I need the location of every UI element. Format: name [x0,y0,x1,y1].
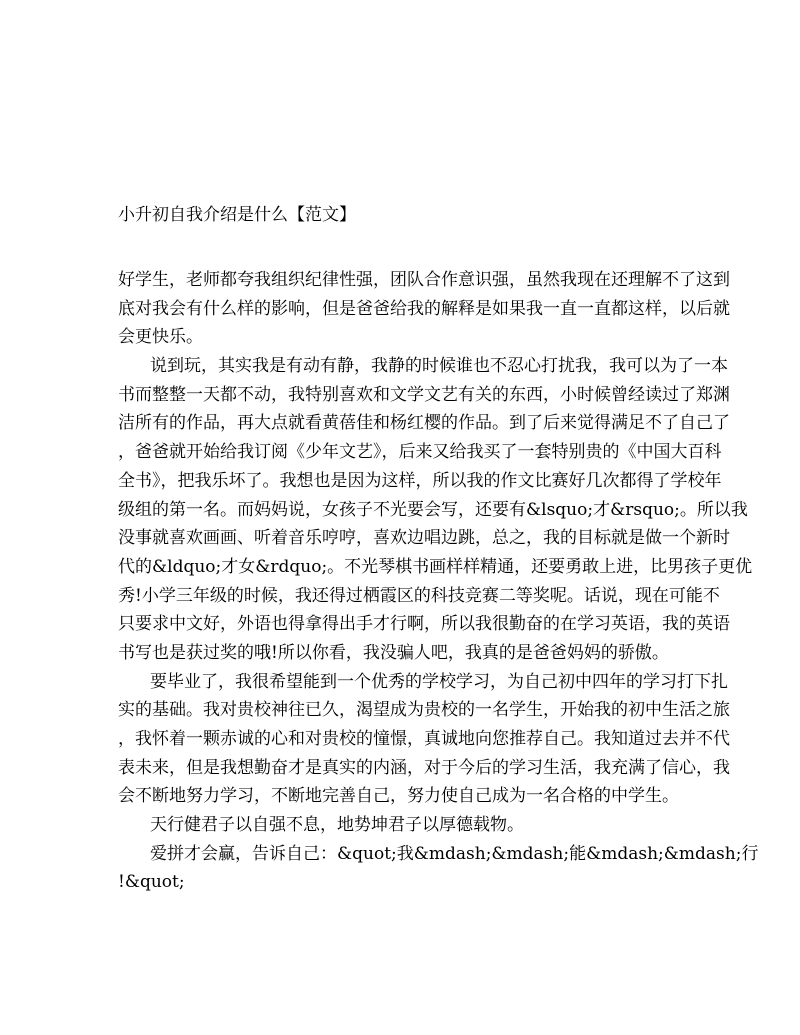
paragraph-first-line: 爱拼才会赢，告诉自己：&quot;我&mdash;&mdash;能&mdash;&mdash;行 [150,843,759,864]
paragraph-first-line: 说到玩，其实我是有动有静，我静的时候谁也不忍心打扰我，我可以为了一本 [150,356,728,377]
body-line: 书而整整一天都不动，我特别喜欢和文学文艺有关的东西，小时候曾经读过了郑渊 [118,384,730,405]
body-line: 表未来，但是我想勤奋才是真实的内涵，对于今后的学习生活，我充满了信心，我 [118,757,730,778]
document-title: 小升初自我介绍是什么【范文】 [118,205,356,225]
body-line: 只要求中文好，外语也得拿得出手才行啊，所以我很勤奋的在学习英语，我的英语 [118,614,730,635]
body-line: !&quot; [118,872,185,893]
body-line: 级组的第一名。而妈妈说，女孩子不光要会写，还要有&lsquo;才&rsquo;。所以我 [118,499,748,520]
body-line: 书写也是获过奖的哦!所以你看，我没骗人吧，我真的是爸爸妈妈的骄傲。 [118,642,669,663]
body-line: ，爸爸就开始给我订阅《少年文艺》，后来又给我买了一套特别贵的《中国大百科 [118,442,722,463]
paragraph-first-line: 天行健君子以自强不息，地势坤君子以厚德载物。 [150,815,524,836]
body-line: 底对我会有什么样的影响，但是爸爸给我的解释是如果我一直一直都这样，以后就 [118,298,730,319]
body-line: 没事就喜欢画画、听着音乐哼哼，喜欢边唱边跳，总之，我的目标就是做一个新时 [118,528,730,549]
body-line: 会更快乐。 [118,327,203,348]
body-line: 洁所有的作品，再大点就看黄蓓佳和杨红樱的作品。到了后来觉得满足不了自己了 [118,413,730,434]
paragraph-first-line: 要毕业了，我很希望能到一个优秀的学校学习，为自己初中四年的学习打下扎 [150,671,728,692]
body-line: ，我怀着一颗赤诚的心和对贵校的憧憬，真诚地向您推荐自己。我知道过去并不代 [118,729,730,749]
body-line: 会不断地努力学习，不断地完善自己，努力使自己成为一名合格的中学生。 [118,786,679,807]
body-line: 好学生，老师都夸我组织纪律性强，团队合作意识强，虽然我现在还理解不了这到 [118,270,730,290]
body-line: 代的&ldquo;才女&rdquo;。不光琴棋书画样样精通，还要勇敢上进，比男孩子更优 [118,556,753,577]
body-line: 秀!小学三年级的时候，我还得过栖霞区的科技竞赛二等奖呢。话说，现在可能不 [118,585,720,606]
body-line: 实的基础。我对贵校神往已久，渴望成为贵校的一名学生，开始我的初中生活之旅 [118,700,730,721]
document-body [118,266,759,897]
body-line: 全书》，把我乐坏了。我想也是因为这样，所以我的作文比赛好几次都得了学校年 [118,470,722,491]
